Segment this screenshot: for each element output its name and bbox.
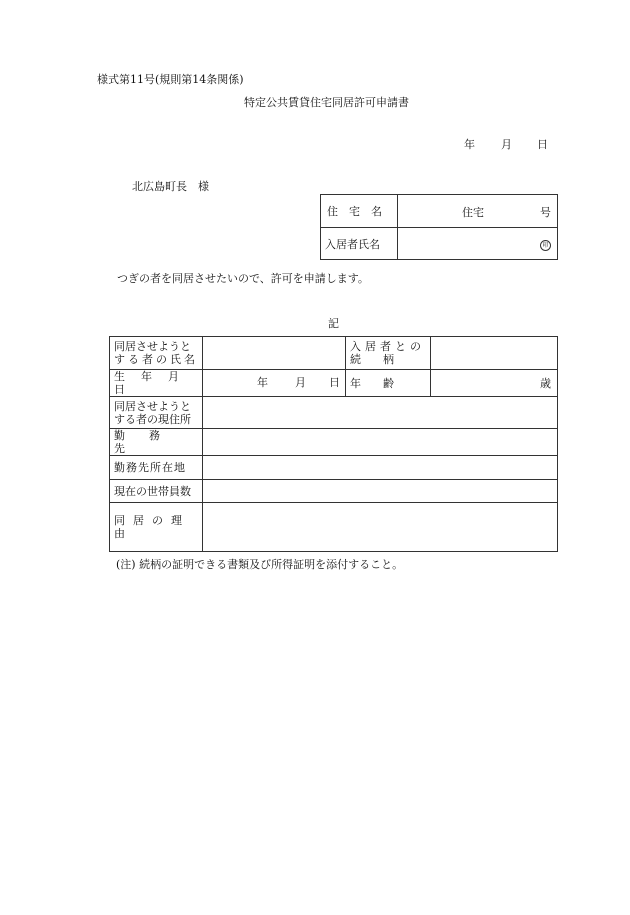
seal-icon: 印 xyxy=(540,240,551,251)
household-count-field[interactable] xyxy=(203,480,558,503)
workplace-address-field[interactable] xyxy=(203,456,558,480)
birthdate-label xyxy=(110,370,203,397)
workplace-label-text: 勤務先 xyxy=(114,429,184,455)
relation-label-2: 続 柄 xyxy=(350,353,394,366)
house-name-field[interactable] xyxy=(398,195,558,228)
addressee: 北広島町長 様 xyxy=(132,180,209,193)
resident-name-field[interactable] xyxy=(398,228,558,260)
date-month: 月 xyxy=(501,138,512,151)
reason-label xyxy=(110,503,203,552)
form-title: 特定公共賃貸住宅同居許可申請書 xyxy=(244,96,409,109)
date-day: 日 xyxy=(537,138,548,151)
house-name-label xyxy=(321,195,398,228)
house-name-label-text: 住 宅 名 xyxy=(327,205,382,218)
cohabitant-name-label xyxy=(110,337,203,370)
current-address-label-1: 同居させようと xyxy=(114,399,191,413)
age-field[interactable] xyxy=(431,370,558,397)
age-label xyxy=(346,370,431,397)
relation-field[interactable] xyxy=(431,337,558,370)
age-label-text: 年 齢 xyxy=(350,376,394,390)
form-number: 様式第11号(規則第14条関係) xyxy=(97,73,244,86)
details-table xyxy=(109,336,558,552)
current-address-label xyxy=(110,397,203,429)
household-count-label xyxy=(110,480,203,503)
resident-name-label xyxy=(321,228,398,260)
current-address-field[interactable] xyxy=(203,397,558,429)
workplace-address-label xyxy=(110,456,203,480)
resident-name-label-text: 入居者氏名 xyxy=(325,237,380,251)
cohabitant-name-field[interactable] xyxy=(203,337,346,370)
birth-day: 日 xyxy=(329,376,340,389)
reason-label-text: 同居の理由 xyxy=(114,514,190,540)
request-text: つぎの者を同居させたいので、許可を申請します。 xyxy=(117,272,369,285)
record-heading: 記 xyxy=(328,317,339,330)
age-unit: 歳 xyxy=(540,377,551,390)
household-count-label-text: 現在の世帯員数 xyxy=(114,484,191,498)
workplace-field[interactable] xyxy=(203,429,558,456)
applicant-table xyxy=(320,194,558,260)
reason-field[interactable] xyxy=(203,503,558,552)
current-address-label-2: する者の現住所 xyxy=(114,412,191,426)
birthdate-field[interactable] xyxy=(203,370,346,397)
house-value-main: 住宅 xyxy=(462,206,484,219)
workplace-label xyxy=(110,429,203,456)
note: (注) 続柄の証明できる書類及び所得証明を添付すること。 xyxy=(116,558,404,571)
workplace-address-label-text: 勤務先所在地 xyxy=(114,461,186,474)
relation-label xyxy=(346,337,431,370)
cohabitant-name-label-2: する者の氏名 xyxy=(114,353,198,366)
birthdate-label-text: 生年月日 xyxy=(114,370,195,396)
relation-label-1: 入居者との xyxy=(350,340,425,353)
birth-year: 年 xyxy=(257,376,268,389)
house-value-suffix: 号 xyxy=(540,206,551,219)
date-year: 年 xyxy=(464,138,475,151)
birth-month: 月 xyxy=(295,376,306,389)
cohabitant-name-label-1: 同居させようと xyxy=(114,340,191,353)
